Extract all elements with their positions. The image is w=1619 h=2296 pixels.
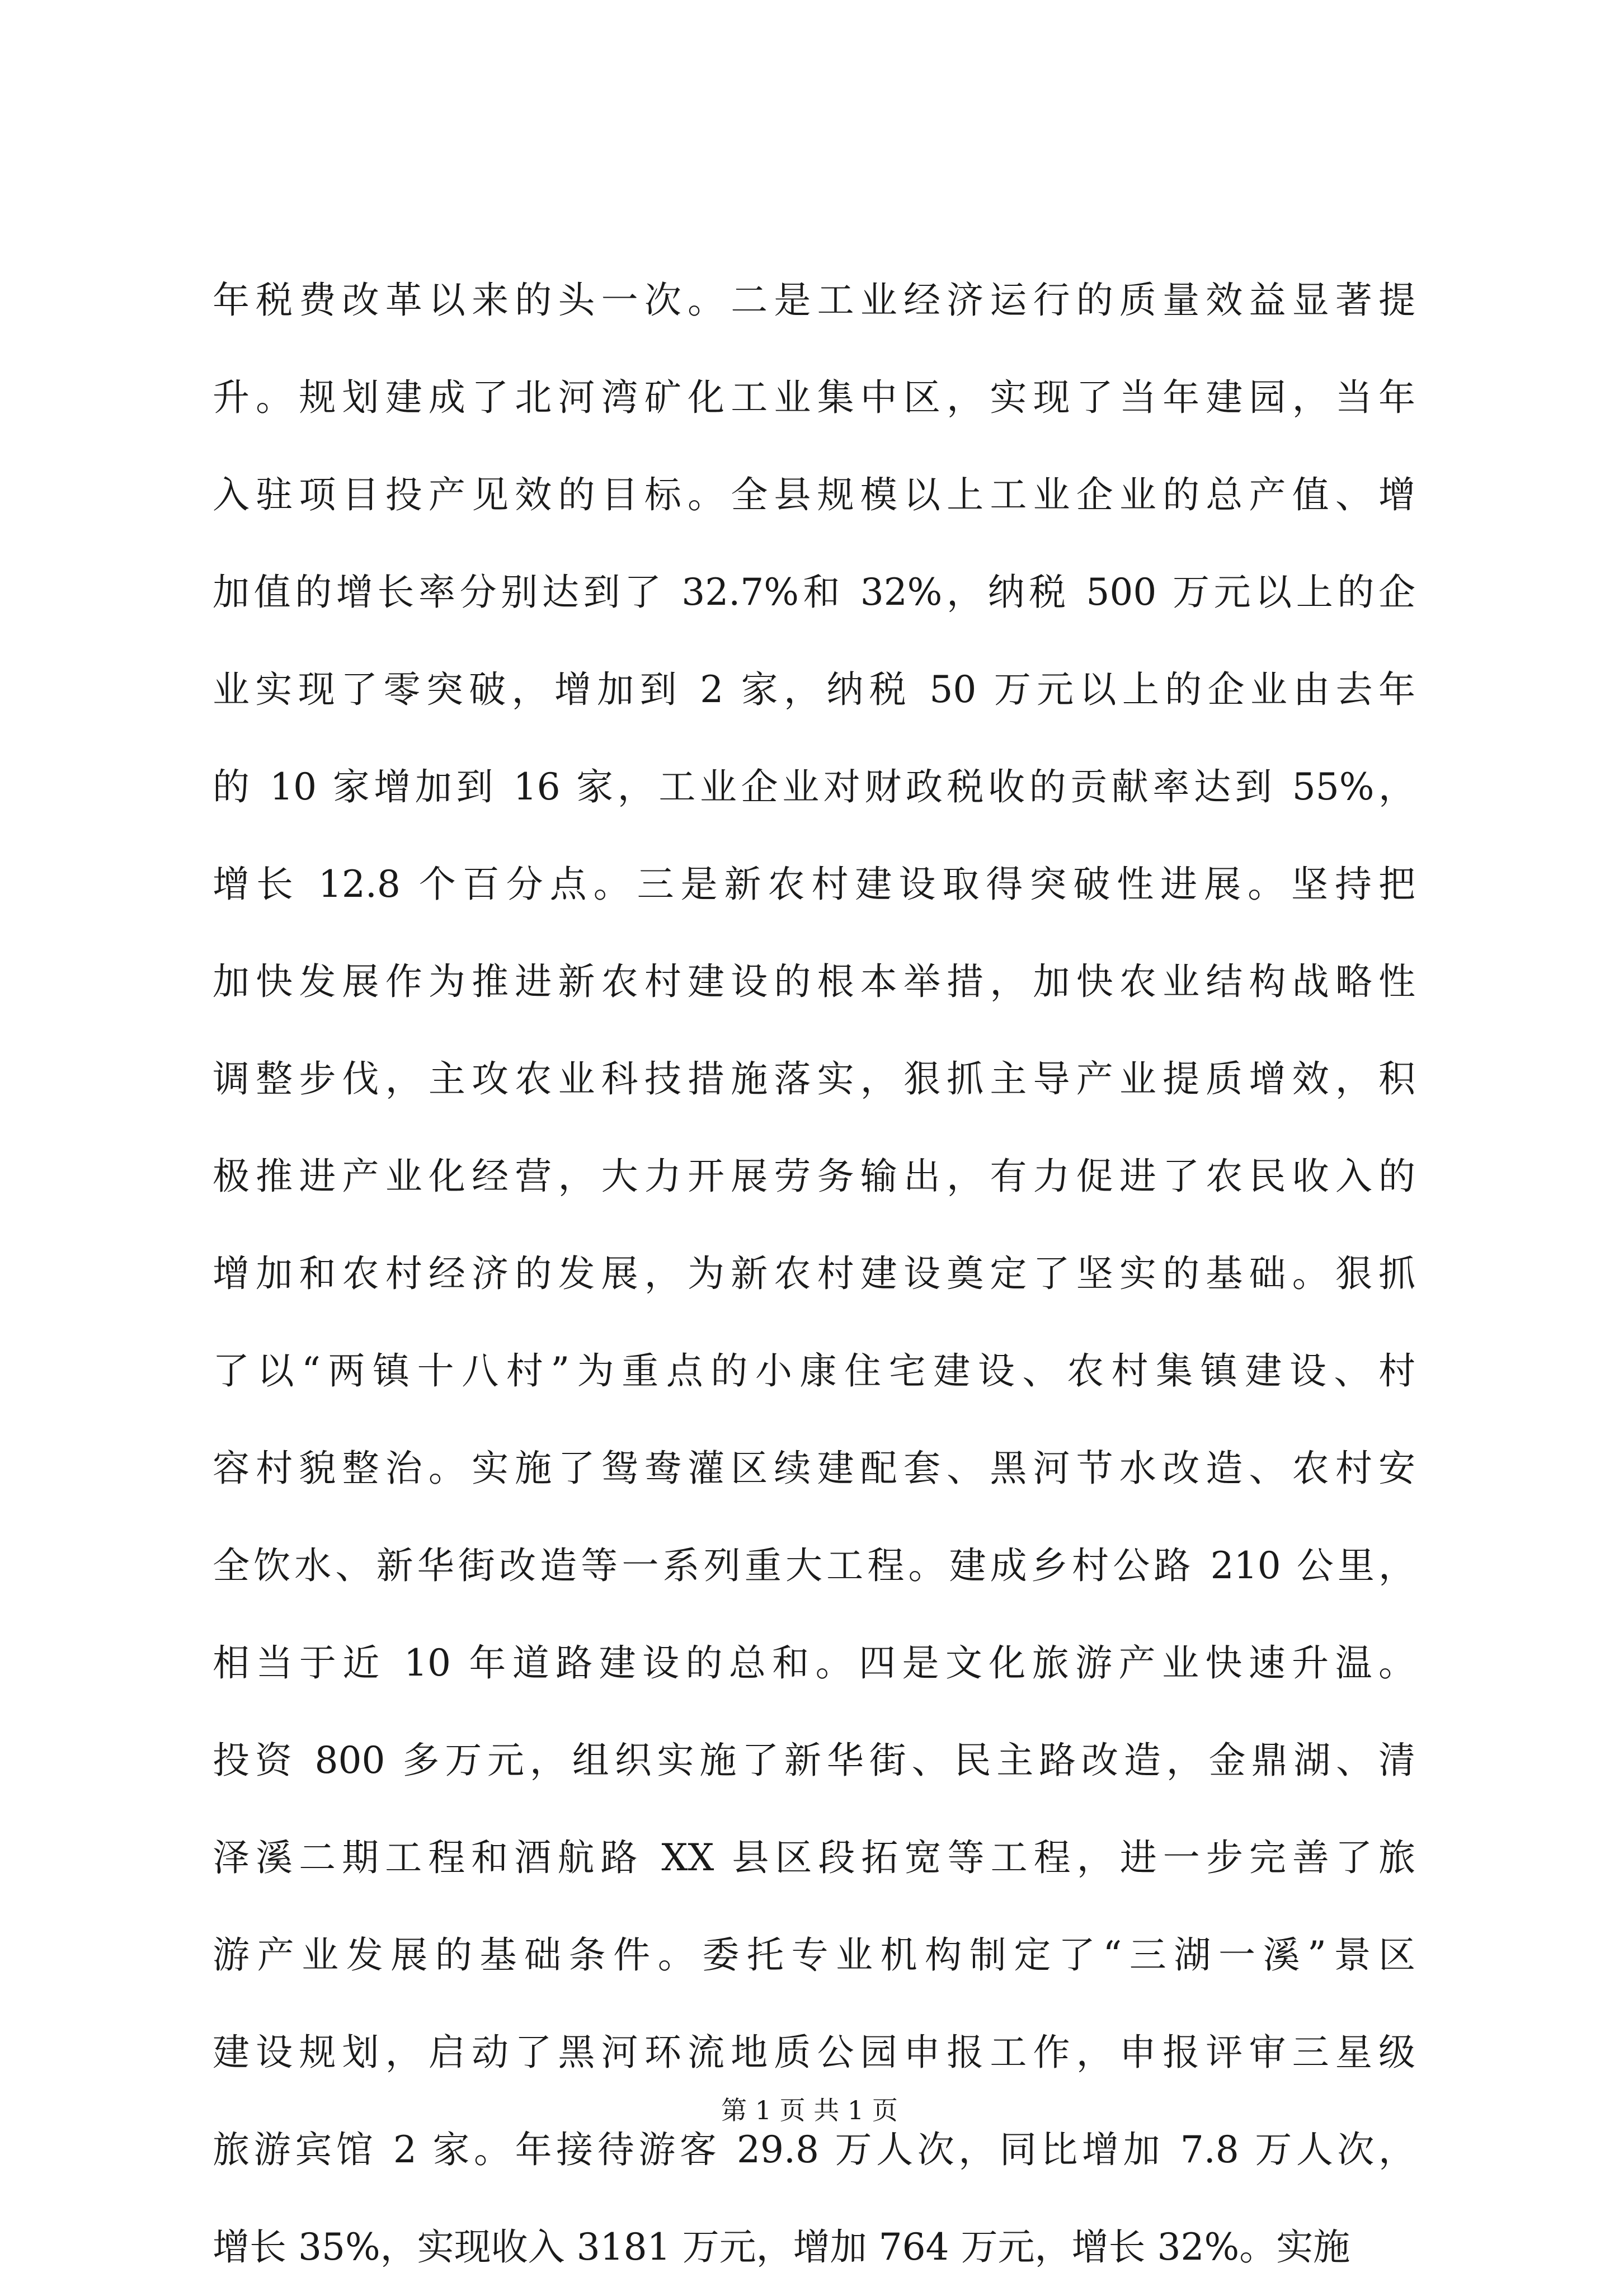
text-line: 的 10 家增加到 16 家，工业企业对财政税收的贡献率达到 55%， (213, 765, 1415, 808)
text-line: 相当于近 10 年道路建设的总和。四是文化旅游产业快速升温。 (213, 1641, 1415, 1685)
text-line: 增长 35%，实现收入 3181 万元，增加 764 万元，增长 32%。实施 (213, 2226, 1350, 2269)
text-line: 加快发展作为推进新农村建设的根本举措，加快农业结构战略性 (213, 960, 1415, 1003)
text-line: 旅游宾馆 2 家。年接待游客 29.8 万人次，同比增加 7.8 万人次， (213, 2128, 1415, 2171)
text-line: 容村貌整治。实施了鸳鸯灌区续建配套、黑河节水改造、农村安 (213, 1447, 1415, 1490)
text-line: 全饮水、新华街改造等一系列重大工程。建成乡村公路 210 公里， (213, 1544, 1415, 1587)
text-line: 业实现了零突破，增加到 2 家，纳税 50 万元以上的企业由去年 (213, 668, 1415, 711)
text-line: 加值的增长率分别达到了 32.7%和 32%，纳税 500 万元以上的企 (213, 571, 1415, 614)
text-line: 极推进产业化经营，大力开展劳务输出，有力促进了农民收入的 (213, 1155, 1415, 1198)
text-line: 年税费改革以来的头一次。二是工业经济运行的质量效益显著提 (213, 279, 1415, 322)
text-line: 升。规划建成了北河湾矿化工业集中区，实现了当年建园，当年 (213, 376, 1415, 419)
text-line: 投资 800 多万元，组织实施了新华街、民主路改造，金鼎湖、清 (213, 1739, 1415, 1782)
text-line: 泽溪二期工程和酒航路 XX 县区段拓宽等工程，进一步完善了旅 (213, 1836, 1415, 1879)
text-line: 增长 12.8 个百分点。三是新农村建设取得突破性进展。坚持把 (213, 863, 1415, 906)
text-line: 调整步伐，主攻农业科技措施落实，狠抓主导产业提质增效，积 (213, 1057, 1415, 1100)
page-number-footer: 第 1 页 共 1 页 (721, 2095, 898, 2125)
text-line: 游产业发展的基础条件。委托专业机构制定了“三湖一溪”景区 (213, 1933, 1415, 1977)
text-line: 增加和农村经济的发展，为新农村建设奠定了坚实的基础。狠抓 (213, 1252, 1415, 1295)
text-line: 入驻项目投产见效的目标。全县规模以上工业企业的总产值、增 (213, 473, 1415, 516)
text-line: 了以“两镇十八村”为重点的小康住宅建设、农村集镇建设、村 (213, 1349, 1415, 1392)
body-text (213, 252, 1415, 2296)
text-line: 建设规划，启动了黑河环流地质公园申报工作，申报评审三星级 (213, 2031, 1415, 2074)
